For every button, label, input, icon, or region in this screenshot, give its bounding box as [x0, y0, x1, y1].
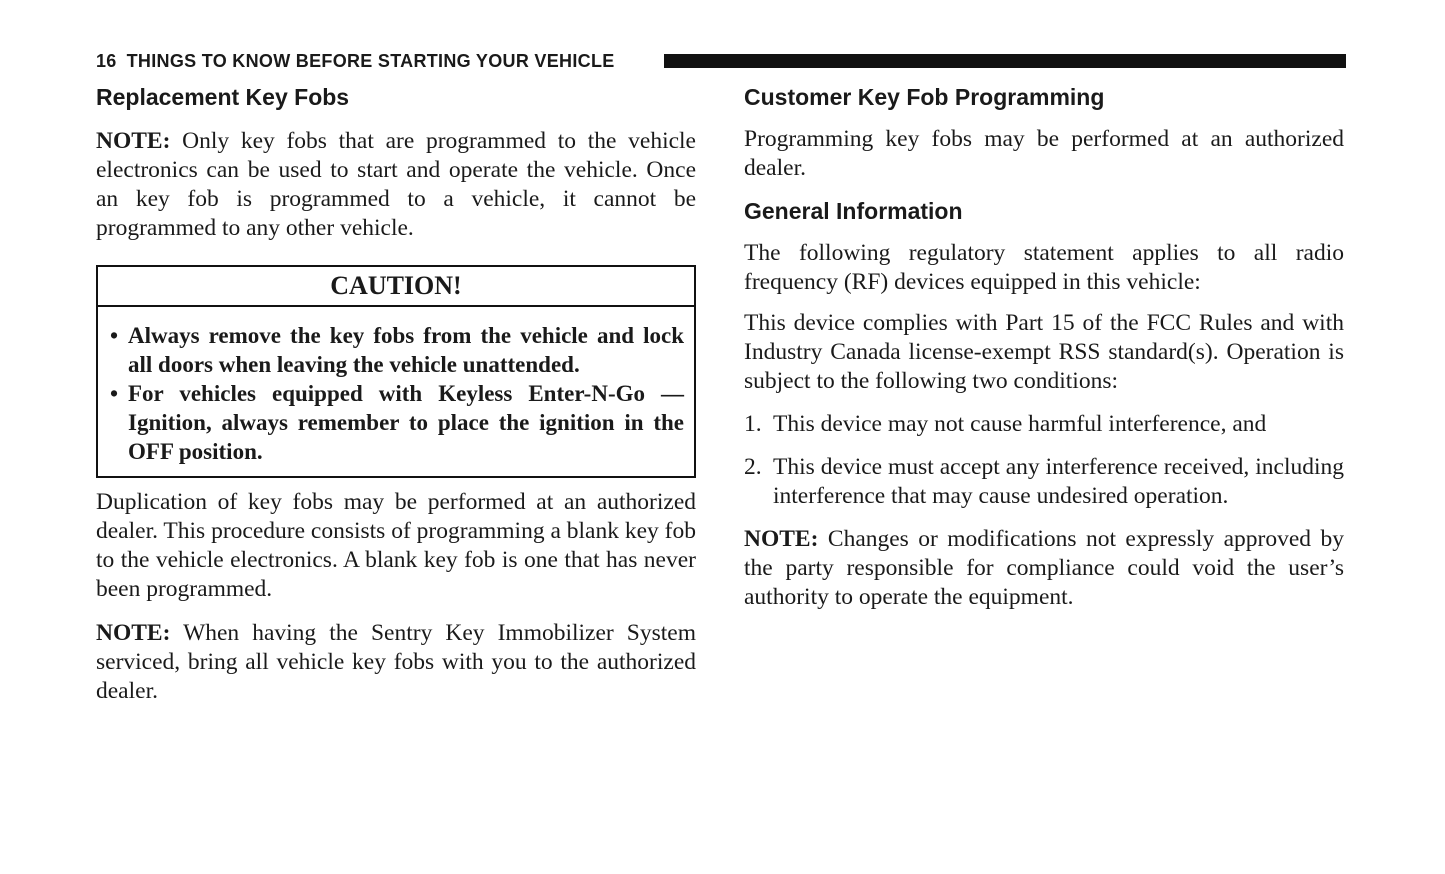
list-number: 2. — [744, 454, 762, 480]
regulatory-paragraph: The following regulatory statement applies to all radio frequency (RF) devices equipped in this vehicle: — [744, 240, 1344, 295]
replacement-key-fobs-heading: Replacement Key Fobs — [96, 84, 350, 110]
customer-key-fob-programming-heading: Customer Key Fob Programming — [744, 84, 1105, 110]
note-paragraph-programmed — [96, 127, 696, 243]
right-column — [744, 82, 1344, 612]
list-text: This device must accept any interference received, including interference that may cause undesired operation. — [773, 454, 1344, 509]
chapter-title: THINGS TO KNOW BEFORE STARTING YOUR VEHICLE — [126, 51, 615, 71]
caution-box — [96, 265, 696, 478]
list-item — [744, 410, 1344, 439]
note-text: When having the Sentry Key Immobilizer System serviced, bring all vehicle key fobs with you to the authorized dealer. — [96, 620, 696, 704]
duplication-paragraph: Duplication of key fobs may be performed at an authorized dealer. This procedure consists of programming a blank key fob to the vehicle electronics. A blank key fob is one that has never been programmed. — [96, 489, 696, 602]
bullet-icon: • — [110, 323, 119, 348]
list-number: 1. — [744, 411, 762, 437]
note-text: Changes or modifications not expressly approved by the party responsible for compliance could void the user’s authority to operate the equipment. — [744, 526, 1344, 610]
caution-item — [110, 321, 684, 379]
note-paragraph-sentry — [96, 619, 696, 706]
header-rule — [664, 54, 1346, 68]
header-text — [96, 50, 615, 72]
fcc-paragraph: This device complies with Part 15 of the FCC Rules and with Industry Canada license-exempt RSS standard(s). Operation is subject to the following two conditions: — [744, 310, 1344, 394]
caution-item-text: For vehicles equipped with Keyless Enter-N-Go — Ignition, always remember to place the ignition in the OFF position. — [128, 381, 684, 464]
caution-item-text: Always remove the key fobs from the vehicle and lock all doors when leaving the vehicle unattended. — [128, 323, 684, 377]
caution-title: CAUTION! — [98, 267, 694, 307]
note-text: Only key fobs that are programmed to the vehicle electronics can be used to start and operate the vehicle. Once an key fob is programmed to a vehicle, it cannot be programmed to any other vehicle. — [96, 128, 696, 241]
page-number: 16 — [96, 51, 117, 71]
list-text: This device may not cause harmful interference, and — [773, 411, 1267, 437]
note-label: NOTE: — [744, 526, 819, 552]
caution-body — [98, 307, 694, 476]
caution-item — [110, 379, 684, 466]
running-header — [96, 50, 1346, 72]
list-item — [744, 453, 1344, 511]
programming-paragraph: Programming key fobs may be performed at an authorized dealer. — [744, 126, 1344, 181]
bullet-icon: • — [110, 381, 119, 406]
left-column — [96, 82, 696, 706]
note-paragraph-changes — [744, 525, 1344, 612]
general-information-heading: General Information — [744, 198, 963, 224]
note-label: NOTE: — [96, 620, 171, 646]
note-label: NOTE: — [96, 128, 171, 154]
